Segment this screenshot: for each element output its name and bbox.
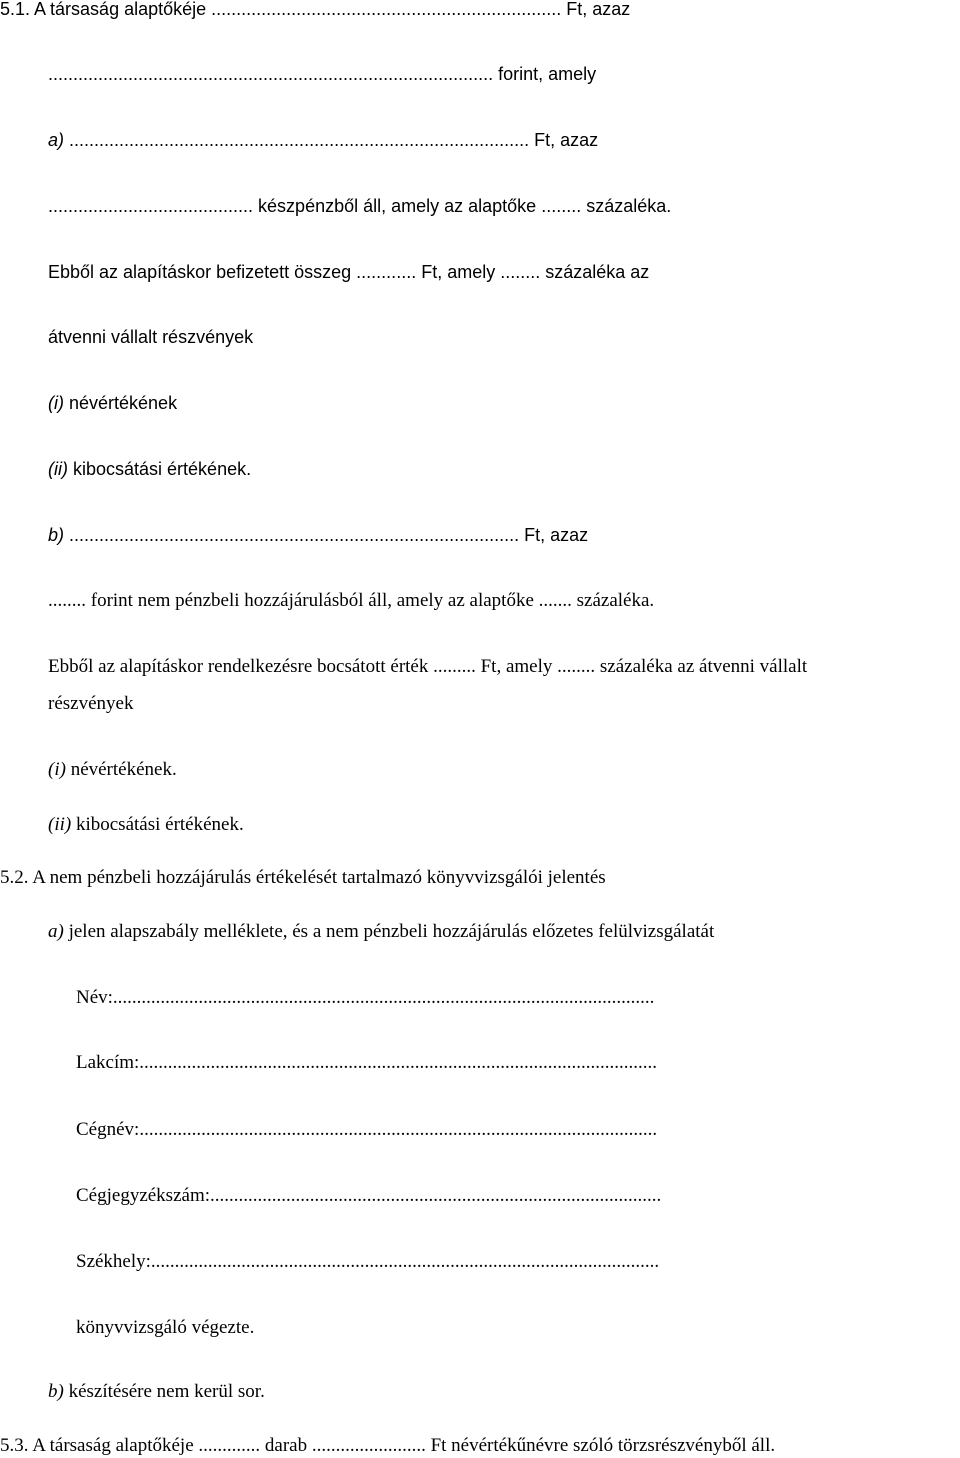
item-b-ii <box>48 815 244 834</box>
item-b <box>48 526 588 544</box>
item-ii-label: (ii) <box>48 459 68 479</box>
item-a-label: a) <box>48 130 65 150</box>
item-a <box>48 131 598 149</box>
field-szekhely: Székhely:........................................................................................................... <box>76 1251 660 1272</box>
line-rendelkezesre-bocsatott: Ebből az alapításkor rendelkezésre bocsátott érték ......... Ft, amely ........ százaléka az átvenni vállalt <box>48 656 808 677</box>
item-5-2-a-text: jelen alapszabály melléklete, és a nem pénzbeli hozzájárulás előzetes felülvizsgálatát <box>63 921 715 942</box>
item-b-ii-text: kibocsátási értékének. <box>71 814 244 835</box>
item-i-label: (i) <box>48 393 64 413</box>
item-i-text: névértékének <box>64 393 178 413</box>
item-5-2-b-label: b) <box>48 1381 64 1402</box>
line-keszpenz: ......................................... készpénzből áll, amely az alaptőke ........ százaléka. <box>48 196 672 216</box>
section-5-1-heading: 5.1. A társaság alaptőkéje ...................................................................... Ft, azaz <box>0 0 631 19</box>
section-5-2-heading: 5.2. A nem pénzbeli hozzájárulás értékelését tartalmazó könyvvizsgálói jelentés <box>0 867 606 888</box>
field-nev: Név:.................................................................................................................. <box>76 987 655 1008</box>
line-befizetett-osszeg: Ebből az alapításkor befizetett összeg ............ Ft, amely ........ százaléka az <box>48 262 650 282</box>
item-a-text: ............................................................................................ Ft, azaz <box>64 130 599 150</box>
section-5-3-heading: 5.3. A társaság alaptőkéje ............. darab ........................ Ft névértékűnévre szóló törzsrészvényből áll. <box>0 1435 776 1456</box>
item-5-2-b <box>48 1382 265 1401</box>
item-b-i-label: (i) <box>48 759 66 780</box>
line-reszvenyek: részvények <box>48 693 134 714</box>
item-5-2-a-label: a) <box>48 921 64 942</box>
item-b-text: .......................................................................................... Ft, azaz <box>64 525 589 545</box>
item-b-i <box>48 760 177 779</box>
item-ii-text: kibocsátási értékének. <box>68 459 252 479</box>
item-i <box>48 394 177 412</box>
line-konyvvizsgalo-vegezte: könyvvizsgáló végezte. <box>76 1317 255 1338</box>
field-lakcim: Lakcím:............................................................................................................. <box>76 1052 658 1073</box>
item-b-label: b) <box>48 525 65 545</box>
field-cegnev: Cégnév:............................................................................................................. <box>76 1119 658 1140</box>
item-b-i-text: névértékének. <box>65 759 177 780</box>
item-ii <box>48 460 251 478</box>
line-nem-penzbeli: ........ forint nem pénzbeli hozzájárulásból áll, amely az alaptőke ....... százaléka. <box>48 590 655 611</box>
item-5-2-a <box>48 922 714 941</box>
item-5-2-b-text: készítésére nem kerül sor. <box>63 1381 265 1402</box>
line-forint-amely: ......................................................................................... forint, amely <box>48 64 597 84</box>
line-atvenni-vallalt: átvenni vállalt részvények <box>48 327 254 347</box>
item-b-ii-label: (ii) <box>48 814 72 835</box>
field-cegjegyzekszam: Cégjegyzékszám:............................................................................................... <box>76 1185 662 1206</box>
